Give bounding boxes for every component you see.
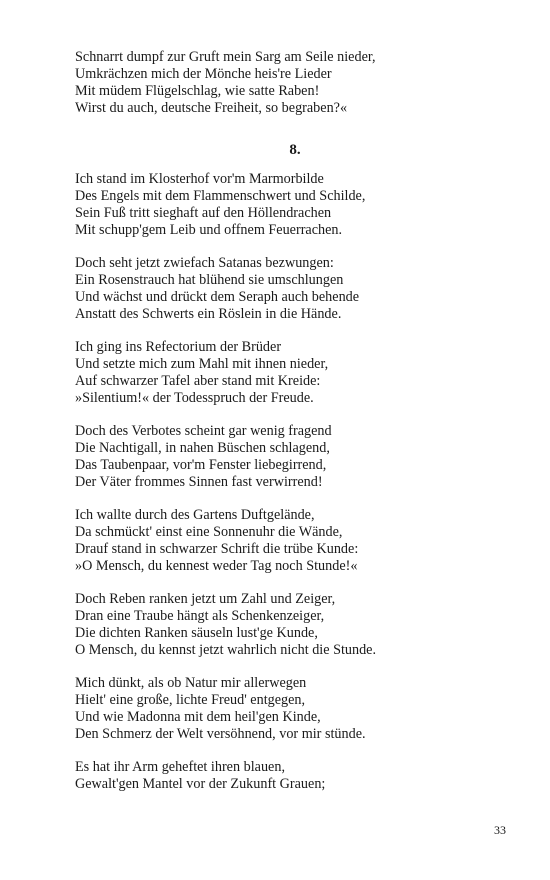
verse-line: Und wächst und drückt dem Seraph auch behende <box>75 289 360 305</box>
verse-line: Ich ging ins Refectorium der Brüder <box>75 339 282 355</box>
verse-line: Wirst du auch, deutsche Freiheit, so begraben?« <box>75 100 348 116</box>
verse-line: Und wie Madonna mit dem heil'gen Kinde, <box>75 709 321 725</box>
stanza-intro <box>75 49 515 117</box>
verse-line: Ich wallte durch des Gartens Duftgelände, <box>75 507 315 523</box>
verse-line: Anstatt des Schwerts ein Röslein in die Hände. <box>75 306 342 322</box>
stanza-3 <box>75 339 515 407</box>
verse-line: Mit schupp'gem Leib und offnem Feuerrachen. <box>75 222 343 238</box>
stanza-4 <box>75 423 515 491</box>
verse-line: Hielt' eine große, lichte Freud' entgegen, <box>75 692 306 708</box>
verse-line: Und setzte mich zum Mahl mit ihnen nieder, <box>75 356 329 372</box>
verse-line: Drauf stand in schwarzer Schrift die trübe Kunde: <box>75 541 359 557</box>
verse-line: Des Engels mit dem Flammenschwert und Schilde, <box>75 188 366 204</box>
page-number: 33 <box>494 823 506 837</box>
verse-line: Ich stand im Klosterhof vor'm Marmorbilde <box>75 171 324 187</box>
verse-line: Dran eine Traube hängt als Schenkenzeiger, <box>75 608 325 624</box>
verse-line: Den Schmerz der Welt versöhnend, vor mir stünde. <box>75 726 366 742</box>
verse-line: O Mensch, du kennst jetzt wahrlich nicht die Stunde. <box>75 642 377 658</box>
verse-line: Umkrächzen mich der Mönche heis're Lieder <box>75 66 332 82</box>
verse-line: Der Väter frommes Sinnen fast verwirrend! <box>75 474 323 490</box>
verse-line: Die dichten Ranken säuseln lust'ge Kunde, <box>75 625 318 641</box>
verse-line: Mit müdem Flügelschlag, wie satte Raben! <box>75 83 320 99</box>
verse-line: Die Nachtigall, in nahen Büschen schlagend, <box>75 440 330 456</box>
verse-line: Sein Fuß tritt sieghaft auf den Höllendrachen <box>75 205 332 221</box>
stanza-8 <box>75 759 515 793</box>
stanza-7 <box>75 675 515 743</box>
verse-line: Auf schwarzer Tafel aber stand mit Kreide: <box>75 373 321 389</box>
poem-text <box>75 49 515 809</box>
verse-line: »O Mensch, du kennest weder Tag noch Stunde!« <box>75 558 358 574</box>
verse-line: »Silentium!« der Todesspruch der Freude. <box>75 390 314 406</box>
verse-line: Gewalt'gen Mantel vor der Zukunft Grauen; <box>75 776 326 792</box>
section-heading: 8. <box>289 142 301 158</box>
verse-line: Das Taubenpaar, vor'm Fenster liebegirrend, <box>75 457 327 473</box>
stanza-2 <box>75 255 515 323</box>
stanza-5 <box>75 507 515 575</box>
stanza-1 <box>75 171 515 239</box>
verse-line: Doch seht jetzt zwiefach Satanas bezwungen: <box>75 255 334 271</box>
verse-line: Doch des Verbotes scheint gar wenig fragend <box>75 423 332 439</box>
verse-line: Ein Rosenstrauch hat blühend sie umschlungen <box>75 272 344 288</box>
verse-line: Da schmückt' einst eine Sonnenuhr die Wände, <box>75 524 343 540</box>
verse-line: Schnarrt dumpf zur Gruft mein Sarg am Seile nieder, <box>75 49 376 65</box>
verse-line: Es hat ihr Arm geheftet ihren blauen, <box>75 759 285 775</box>
verse-line: Doch Reben ranken jetzt um Zahl und Zeiger, <box>75 591 336 607</box>
stanza-6 <box>75 591 515 659</box>
verse-line: Mich dünkt, als ob Natur mir allerwegen <box>75 675 307 691</box>
